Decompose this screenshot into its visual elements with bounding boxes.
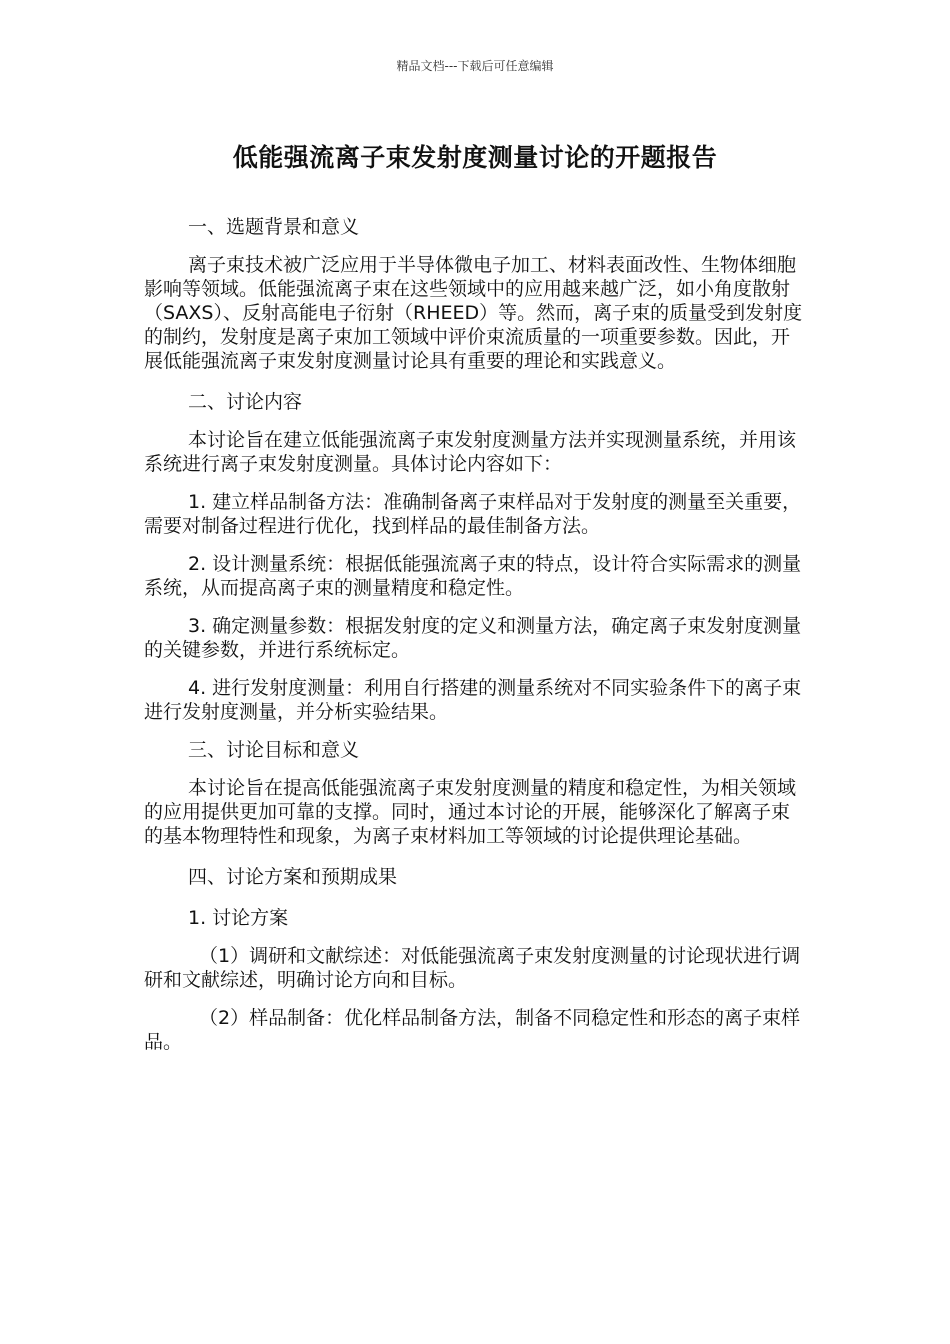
list-item-sample-prep: 1. 建立样品制备方法：准确制备离子束样品对于发射度的测量至关重要，需要对制备过程进行优化，找到样品的最佳制备方法。 [144, 491, 802, 537]
paragraph-goals: 本讨论旨在提高低能强流离子束发射度测量的精度和稳定性，为相关领域的应用提供更加可靠的支撑。同时，通过本讨论的开展，能够深化了解离子束的基本物理特性和现象，为离子束材料加工等领域的讨论提供理论基础。 [144, 777, 797, 847]
list-item-emittance-measurement: 4. 进行发射度测量：利用自行搭建的测量系统对不同实验条件下的离子束进行发射度测量，并分析实验结果。 [144, 677, 802, 723]
document-title: 低能强流离子束发射度测量讨论的开题报告 [232, 143, 718, 172]
page-header-note: 精品文档---下载后可任意编辑 [396, 59, 554, 73]
paragraph-background: 离子束技术被广泛应用于半导体微电子加工、材料表面改性、生物体细胞影响等领域。低能强流离子束在这些领域中的应用越来越广泛，如小角度散射（SAXS）、反射高能电子衍射（RHEED）等。然而，离子束的质量受到发射度的制约，发射度是离子束加工领域中评价束流质量的一项重要参数。因此，开展低能强流离子束发射度测量讨论具有重要的理论和实践意义。 [144, 254, 803, 372]
list-item-sample-preparation: （2）样品制备：优化样品制备方法，制备不同稳定性和形态的离子束样品。 [144, 1007, 801, 1053]
list-item-measurement-params: 3. 确定测量参数：根据发射度的定义和测量方法，确定离子束发射度测量的关键参数，并进行系统标定。 [144, 615, 802, 661]
section-heading-plan: 四、讨论方案和预期成果 [188, 866, 398, 888]
document-body [144, 212, 806, 1054]
section-heading-background: 一、选题背景和意义 [188, 216, 360, 238]
section-heading-goals: 三、讨论目标和意义 [188, 739, 360, 761]
section-heading-content: 二、讨论内容 [188, 391, 303, 413]
list-item-literature-review: （1）调研和文献综述：对低能强流离子束发射度测量的讨论现状进行调研和文献综述，明确讨论方向和目标。 [144, 945, 801, 991]
subheading-plan: 1. 讨论方案 [188, 907, 289, 929]
paragraph-content-intro: 本讨论旨在建立低能强流离子束发射度测量方法并实现测量系统，并用该系统进行离子束发射度测量。具体讨论内容如下： [144, 429, 797, 475]
list-item-measurement-system: 2. 设计测量系统：根据低能强流离子束的特点，设计符合实际需求的测量系统，从而提高离子束的测量精度和稳定性。 [144, 553, 802, 599]
